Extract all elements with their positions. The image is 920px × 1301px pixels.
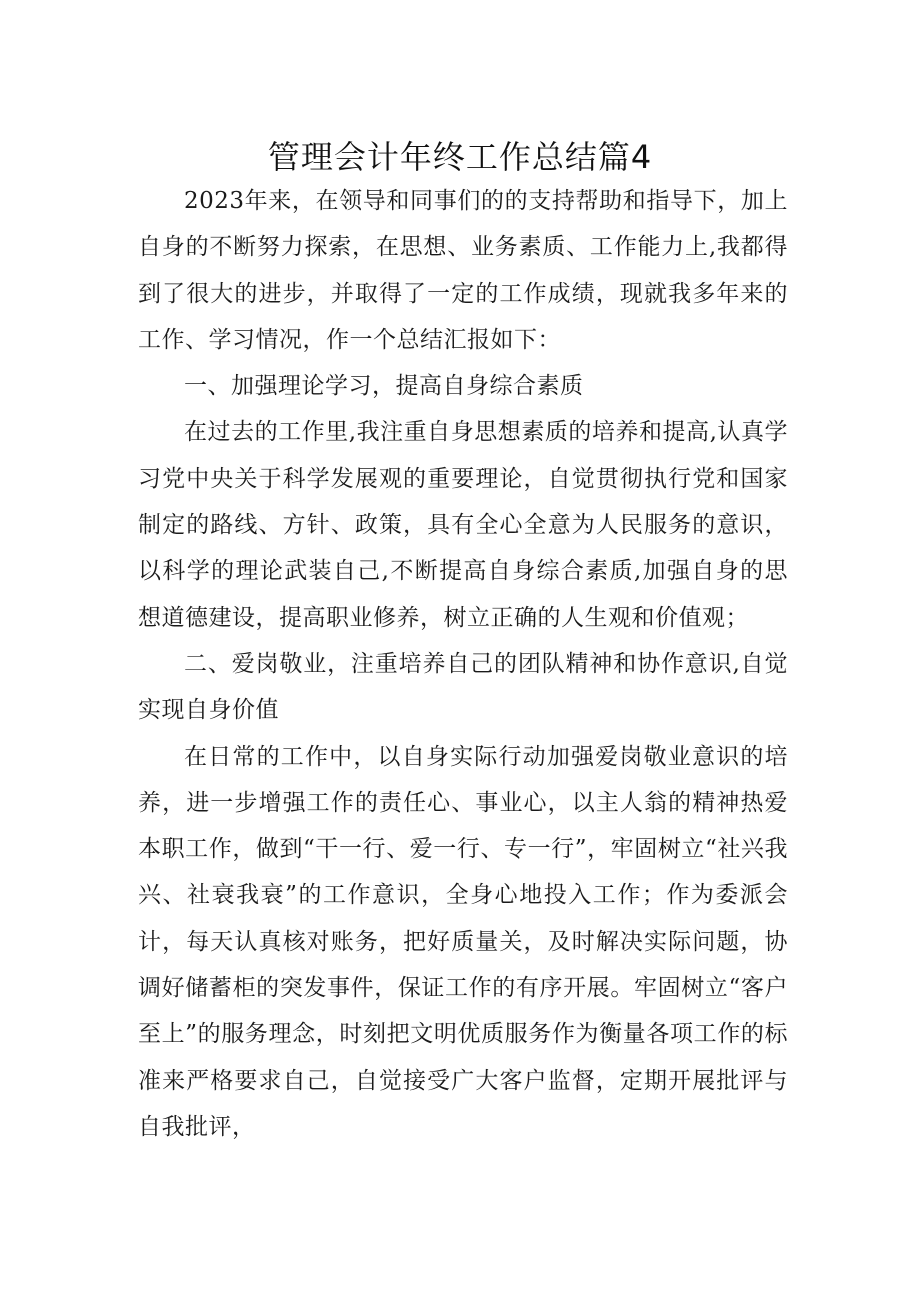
section-heading-2: 二、爱岗敬业，注重培养自己的团队精神和协作意识,自觉实现自身价值 — [138, 650, 788, 724]
paragraph-section-1: 在过去的工作里,我注重自身思想素质的培养和提高,认真学习党中央关于科学发展观的重要理论，自觉贯彻执行党和国家制定的路线、方针、政策，具有全心全意为人民服务的意识，以科学的理论武装自己,不断提高自身综合素质,加强自身的思想道德建设，提高职业修养，树立正确的人生观和价值观； — [138, 419, 788, 631]
document-title: 管理会计年终工作总结篇4 — [267, 138, 653, 176]
document-body — [138, 178, 788, 1150]
paragraph-intro: 2023年来，在领导和同事们的的支持帮助和指导下，加上自身的不断努力探索，在思想、业务素质、工作能力上,我都得到了很大的进步，并取得了一定的工作成绩，现就我多年来的工作、学习情况，作一个总结汇报如下： — [138, 188, 788, 353]
section-heading-1: 一、加强理论学习，提高自身综合素质 — [184, 373, 584, 400]
paragraph-section-2: 在日常的工作中，以自身实际行动加强爱岗敬业意识的培养，进一步增强工作的责任心、事业心，以主人翁的精神热爱本职工作，做到“干一行、爱一行、专一行”，牢固树立“社兴我兴、社衰我衰”的工作意识，全身心地投入工作；作为委派会计，每天认真核对账务，把好质量关，及时解决实际问题，协调好储蓄柜的突发事件，保证工作的有序开展。牢固树立“客户至上”的服务理念，时刻把文明优质服务作为衡量各项工作的标准来严格要求自己，自觉接受广大客户监督，定期开展批评与自我批评， — [138, 743, 788, 1140]
